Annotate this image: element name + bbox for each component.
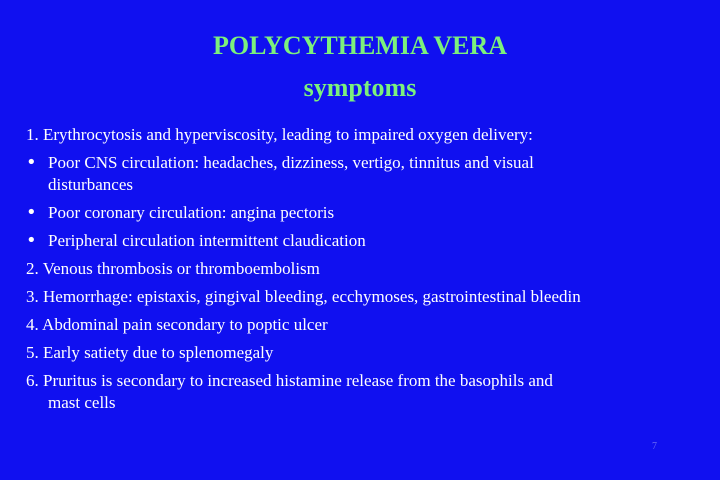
list-item: 4. Abdominal pain secondary to poptic ulcer — [26, 315, 328, 334]
bullet-icon: • — [26, 230, 37, 251]
slide-title: POLYCYTHEMIA VERA — [213, 31, 507, 60]
slide-subtitle: symptoms — [303, 73, 417, 102]
list-item — [26, 367, 720, 417]
symptom-list — [26, 121, 720, 417]
bullet-item — [26, 227, 720, 255]
bullet-item — [26, 199, 720, 227]
list-item-text: 6. Pruritus is secondary to increased histamine release from the basophils and — [26, 371, 553, 390]
list-item: 1. Erythrocytosis and hyperviscosity, leading to impaired oxygen delivery: — [26, 125, 533, 144]
bullet-icon: • — [26, 202, 37, 223]
list-item: 5. Early satiety due to splenomegaly — [26, 343, 274, 362]
bullet-item-text: Poor coronary circulation: angina pectoris — [48, 203, 335, 222]
bullet-item — [26, 149, 720, 199]
list-item: 3. Hemorrhage: epistaxis, gingival bleeding, ecchymoses, gastrointestinal bleedin — [26, 287, 581, 306]
bullet-item-text: Peripheral circulation intermittent claudication — [48, 231, 366, 250]
page-number: 7 — [652, 441, 657, 452]
list-item-continuation: mast cells — [48, 393, 116, 412]
bullet-icon: • — [26, 152, 37, 173]
list-item: 2. Venous thrombosis or thromboembolism — [26, 259, 320, 278]
bullet-item-text: Poor CNS circulation: headaches, dizziness, vertigo, tinnitus and visual — [48, 153, 534, 172]
bullet-item-continuation: disturbances — [48, 175, 133, 194]
